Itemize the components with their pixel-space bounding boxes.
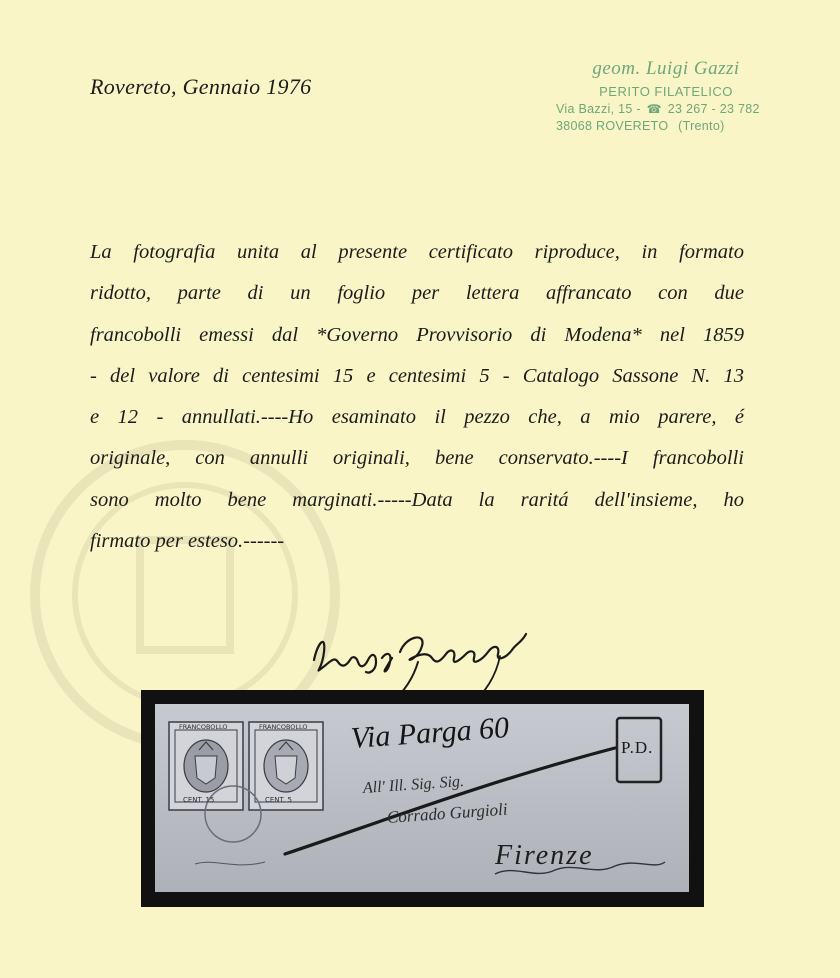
certificate-line: francobolli emessi dal *Governo Provvisorio di Modena* nel 1859 <box>90 323 744 346</box>
stamp-2-header: FRANCOBOLLO <box>259 723 308 731</box>
letterhead-title: PERITO FILATELICO <box>599 84 733 99</box>
certificate-line: - del valore di centesimi 15 e centesimi 5 - Catalogo Sassone N. 13 <box>90 364 744 387</box>
address-line-4: Firenze <box>495 840 594 871</box>
stamp-1-header: FRANCOBOLLO <box>179 723 228 731</box>
certificate-line: La fotografia unita al presente certificato riproduce, in formato <box>90 241 744 263</box>
certificate-text <box>90 232 744 562</box>
certificate-line: firmato per esteso.------ <box>90 530 285 553</box>
letterhead-stamp <box>556 58 776 133</box>
letterhead-address-row <box>556 102 776 116</box>
cover-photograph <box>155 704 689 892</box>
cover-photograph-frame <box>141 690 704 907</box>
postmark-pd-text: P.D. <box>621 738 654 757</box>
stamp-1-value: CENT. 15 <box>183 796 215 804</box>
letterhead-phone: 23 267 - 23 782 <box>667 102 760 116</box>
letterhead-city-row <box>556 119 776 133</box>
telephone-icon: ☎ <box>646 102 662 116</box>
letterhead-province: (Trento) <box>678 119 725 133</box>
certificate-line: ridotto, parte di un foglio per lettera affrancato con due <box>90 282 744 305</box>
address-line-3: Corrado Gurgioli <box>386 799 509 827</box>
address-line-2: All' Ill. Sig. Sig. <box>362 772 465 797</box>
certificate-line: e 12 - annullati.----Ho esaminato il pezzo che, a mio parere, é <box>90 406 744 429</box>
letterhead-city: 38068 ROVERETO <box>556 119 669 133</box>
place-date: Rovereto, Gennaio 1976 <box>90 74 312 99</box>
pen-stroke <box>285 748 615 854</box>
address-line-1: Via Parga 60 <box>349 710 511 755</box>
certificate-line: sono molto bene marginati.-----Data la raritá dell'insieme, ho <box>90 488 744 511</box>
stamp-2-value: CENT. 5 <box>265 796 292 804</box>
letterhead-street: Via Bazzi, 15 - <box>556 102 641 116</box>
letterhead-name: geom. Luigi Gazzi <box>592 58 740 79</box>
certificate-line: originale, con annulli originali, bene conservato.----I francobolli <box>90 447 744 470</box>
